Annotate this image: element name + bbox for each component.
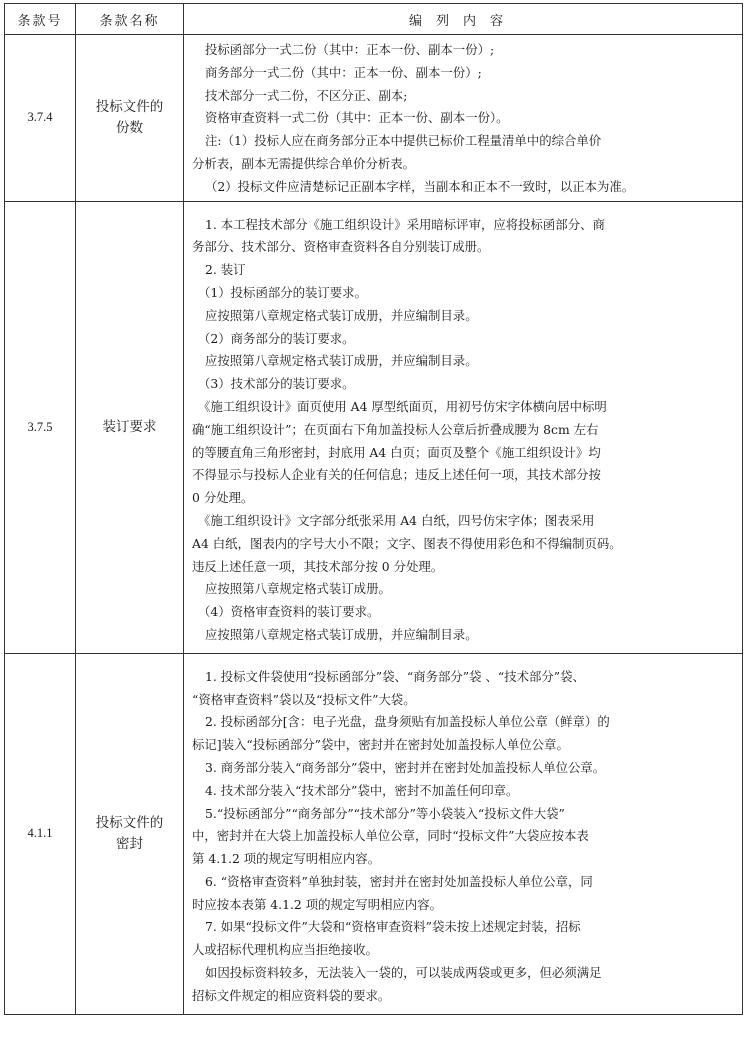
content-line: 5.“投标函部分”“商务部分”“技术部分”等小袋装入“投标文件大袋” (205, 805, 565, 821)
content-line: A4 白纸，图表内的字号大小不限；文字、图表不得使用彩色和不得编制页码。 (192, 535, 622, 551)
content-line: 不得显示与投标人企业有关的任何信息；违反上述任何一项，其技术部分按 (192, 467, 601, 483)
table-row (5, 201, 743, 653)
clause-name-line: 投标文件的 (95, 814, 164, 831)
clause-name (76, 35, 184, 202)
clause-content (184, 35, 743, 202)
clause-name-line: 投标文件的 (95, 98, 164, 115)
header-content: 编列内容 (184, 4, 743, 35)
content-line: 6. “资格审查资料”单独封装，密封并在密封处加盖投标人单位公章，同 (205, 873, 593, 889)
content-line: 标记]装入“投标函部分”袋中，密封并在密封处加盖投标人单位公章。 (192, 737, 569, 753)
content-line: 注:（1）投标人应在商务部分正本中提供已标价工程量清单中的综合单价 (205, 133, 602, 149)
content-line: 2. 投标函部分[含：电子光盘，盘身须贴有加盖投标人单位公章（鲜章）的 (205, 714, 610, 730)
content-line: 应按照第八章规定格式装订成册。 (205, 581, 391, 597)
header-clause-number: 条款号 (5, 4, 76, 35)
clause-name-line: 装订要求 (102, 418, 157, 435)
clause-content (184, 201, 743, 653)
clause-name (76, 201, 184, 653)
content-line: （2）投标文件应清楚标记正副本字样，当副本和正本不一致时，以正本为准。 (205, 178, 635, 194)
content-line: 商务部分一式二份（其中：正本一份、副本一份）; (205, 64, 482, 80)
content-line: 应按照第八章规定格式装订成册，并应编制目录。 (205, 307, 478, 323)
content-line: 3. 商务部分装入“商务部分”袋中，密封并在密封处加盖投标人单位公章。 (205, 759, 606, 775)
table-row (5, 35, 743, 202)
content-line: （4）资格审查资料的装订要求。 (198, 604, 380, 620)
content-line: 2. 装订 (205, 262, 246, 278)
content-line: 如因投标资料较多，无法装入一袋的，可以装成两袋或更多，但必须满足 (205, 965, 602, 981)
content-line: 资格审查资料一式二份（其中：正本一份、副本一份）。 (205, 110, 509, 126)
clause-number: 3.7.4 (5, 35, 76, 202)
clause-number: 4.1.1 (5, 653, 76, 1014)
content-line: （1）投标函部分的装订要求。 (198, 284, 367, 300)
content-line: 时应按本表第 4.1.2 项的规定写明相应内容。 (192, 896, 443, 912)
clause-number: 3.7.5 (5, 201, 76, 653)
content-line: 《施工组织设计》文字部分纸张采用 A4 白纸，四号仿宋字体；图表采用 (198, 512, 595, 528)
clause-content (184, 653, 743, 1014)
content-line: “资格审查资料”袋以及“投标文件”大袋。 (192, 691, 416, 707)
clause-table (4, 3, 743, 1015)
content-line: 人或招标代理机构应当拒绝接收。 (192, 942, 378, 958)
content-line: 《施工组织设计》面页使用 A4 厚型纸面页，用初号仿宋字体横向居中标明 (198, 398, 607, 414)
content-line: 应按照第八章规定格式装订成册，并应编制目录。 (205, 626, 478, 642)
content-line: 1. 投标文件袋使用“投标函部分”袋、“商务部分”袋 、“技术部分”袋、 (205, 668, 585, 684)
content-line: 0 分处理。 (192, 490, 254, 506)
content-line: 第 4.1.2 项的规定写明相应内容。 (192, 851, 381, 867)
content-line: 投标函部分一式二份（其中：正本一份、副本一份）; (205, 42, 495, 57)
content-line: 7. 如果“投标文件”大袋和“资格审查资料”袋未按上述规定封装，招标 (205, 919, 581, 935)
content-line: 1. 本工程技术部分《施工组织设计》采用暗标评审，应将投标函部分、商 (205, 216, 605, 232)
header-clause-name: 条款名称 (76, 4, 184, 35)
content-line: 分析表，副本无需提供综合单价分析表。 (192, 155, 416, 171)
content-line: 招标文件规定的相应资料袋的要求。 (192, 987, 391, 1003)
clause-name (76, 653, 184, 1014)
content-line: （2）商务部分的装订要求。 (198, 330, 355, 346)
clause-name-line: 份数 (116, 119, 143, 136)
clause-name-line: 密封 (116, 835, 143, 852)
content-line: 的等腰直角三角形密封，封底用 A4 白页；面页及整个《施工组织设计》均 (192, 444, 601, 460)
content-line: 技术部分一式二份，不区分正、副本; (205, 87, 408, 103)
table-row (5, 653, 743, 1014)
content-line: 中，密封并在大袋上加盖投标人单位公章，同时“投标文件”大袋应按本表 (192, 828, 589, 844)
table-header-row (5, 4, 743, 35)
content-line: 应按照第八章规定格式装订成册，并应编制目录。 (205, 353, 478, 369)
content-line: 确“施工组织设计”；在页面右下角加盖投标人公章后折叠成腰为 8cm 左右 (192, 421, 599, 437)
content-line: （3）技术部分的装订要求。 (198, 376, 355, 392)
content-line: 务部分、技术部分、资格审查资料各自分别装订成册。 (192, 239, 490, 255)
content-line: 违反上述任意一项，其技术部分按 0 分处理。 (192, 558, 444, 574)
content-line: 4. 技术部分装入“技术部分”袋中，密封不加盖任何印章。 (205, 782, 519, 798)
